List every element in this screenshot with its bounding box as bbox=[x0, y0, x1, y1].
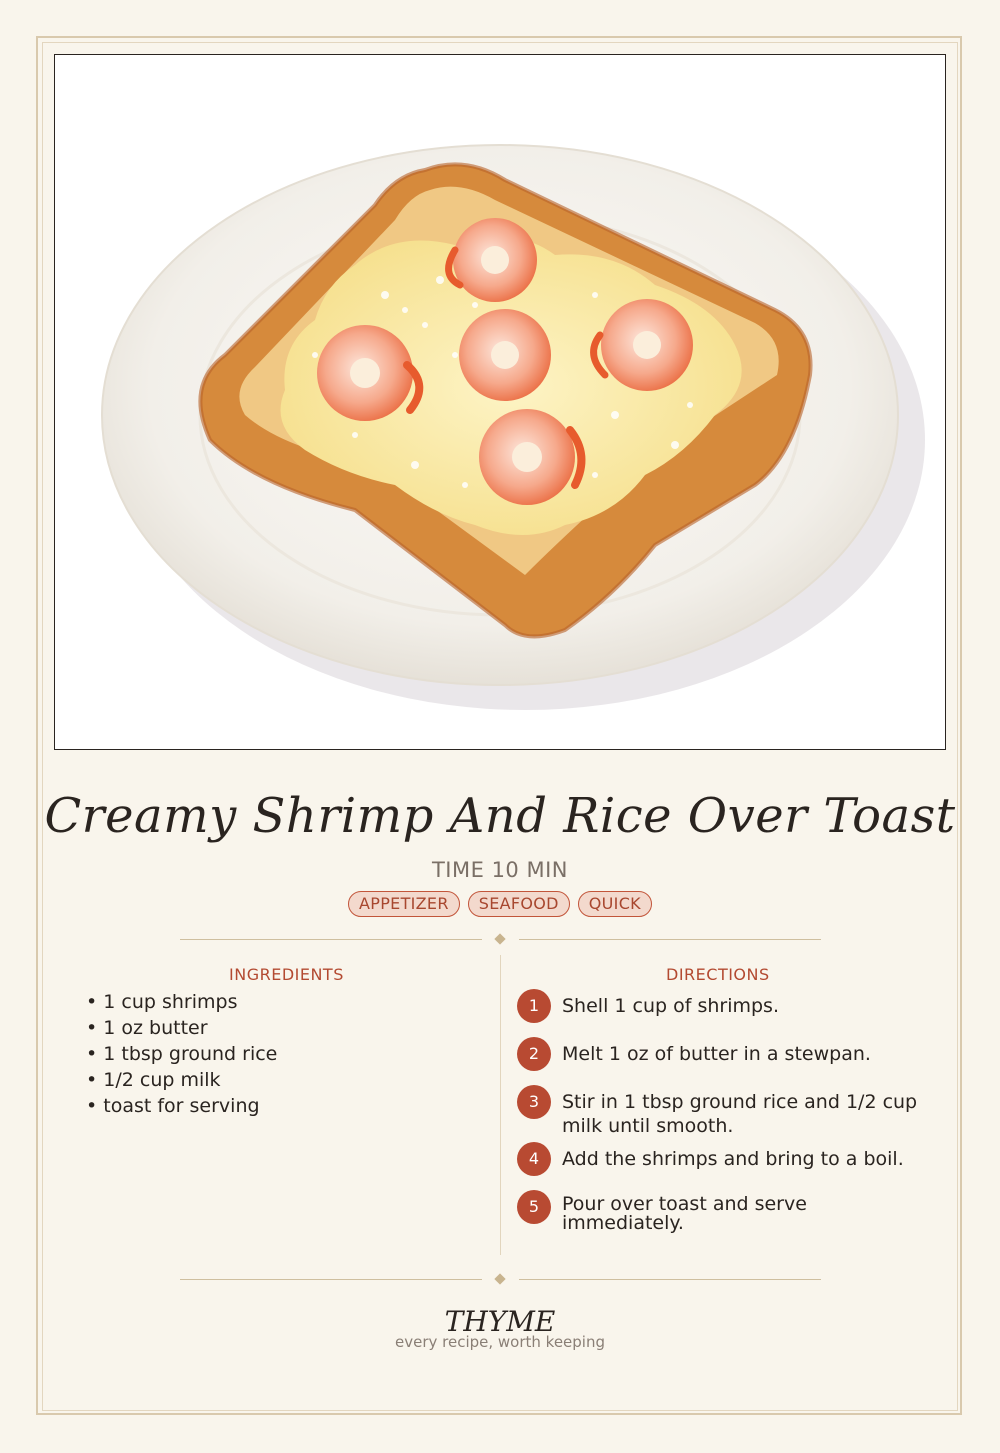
directions-heading: DIRECTIONS bbox=[666, 965, 770, 984]
ingredient-item: • 1 cup shrimps bbox=[86, 990, 277, 1015]
step-text: Add the shrimps and bring to a boil. bbox=[562, 1148, 904, 1170]
ingredients-list bbox=[86, 990, 277, 1120]
tag-list bbox=[0, 891, 1000, 917]
step-number: 5 bbox=[517, 1190, 551, 1224]
column-separator bbox=[500, 955, 501, 1255]
recipe-title: Creamy Shrimp And Rice Over Toast bbox=[44, 788, 956, 844]
ingredient-item: • 1/2 cup milk bbox=[86, 1068, 277, 1093]
step-text: Stir in 1 tbsp ground rice and 1/2 cup milk until smooth. bbox=[562, 1091, 918, 1137]
divider-top bbox=[180, 934, 821, 946]
ingredient-item: • toast for serving bbox=[86, 1094, 277, 1119]
step-text: Melt 1 oz of butter in a stewpan. bbox=[562, 1043, 871, 1065]
diamond-ornament-icon bbox=[494, 1273, 505, 1284]
recipe-photo bbox=[54, 54, 946, 750]
brand-logo: THYME bbox=[444, 1305, 556, 1338]
tag-appetizer[interactable]: APPETIZER bbox=[348, 891, 460, 917]
ingredient-item: • 1 tbsp ground rice bbox=[86, 1042, 277, 1067]
step-text: Pour over toast and serve immediately. bbox=[562, 1193, 807, 1234]
brand-tagline: every recipe, worth keeping bbox=[394, 1333, 605, 1351]
step-number: 3 bbox=[517, 1085, 551, 1119]
ingredients-heading: INGREDIENTS bbox=[229, 965, 344, 984]
tag-quick[interactable]: QUICK bbox=[578, 891, 652, 917]
step-number: 4 bbox=[517, 1142, 551, 1176]
step-number: 1 bbox=[517, 989, 551, 1023]
step-text: Shell 1 cup of shrimps. bbox=[562, 995, 779, 1017]
recipe-time: TIME 10 MIN bbox=[431, 858, 568, 882]
step-number: 2 bbox=[517, 1037, 551, 1071]
ingredient-item: • 1 oz butter bbox=[86, 1016, 277, 1041]
divider-bottom bbox=[180, 1274, 821, 1286]
tag-seafood[interactable]: SEAFOOD bbox=[468, 891, 570, 917]
diamond-ornament-icon bbox=[494, 933, 505, 944]
